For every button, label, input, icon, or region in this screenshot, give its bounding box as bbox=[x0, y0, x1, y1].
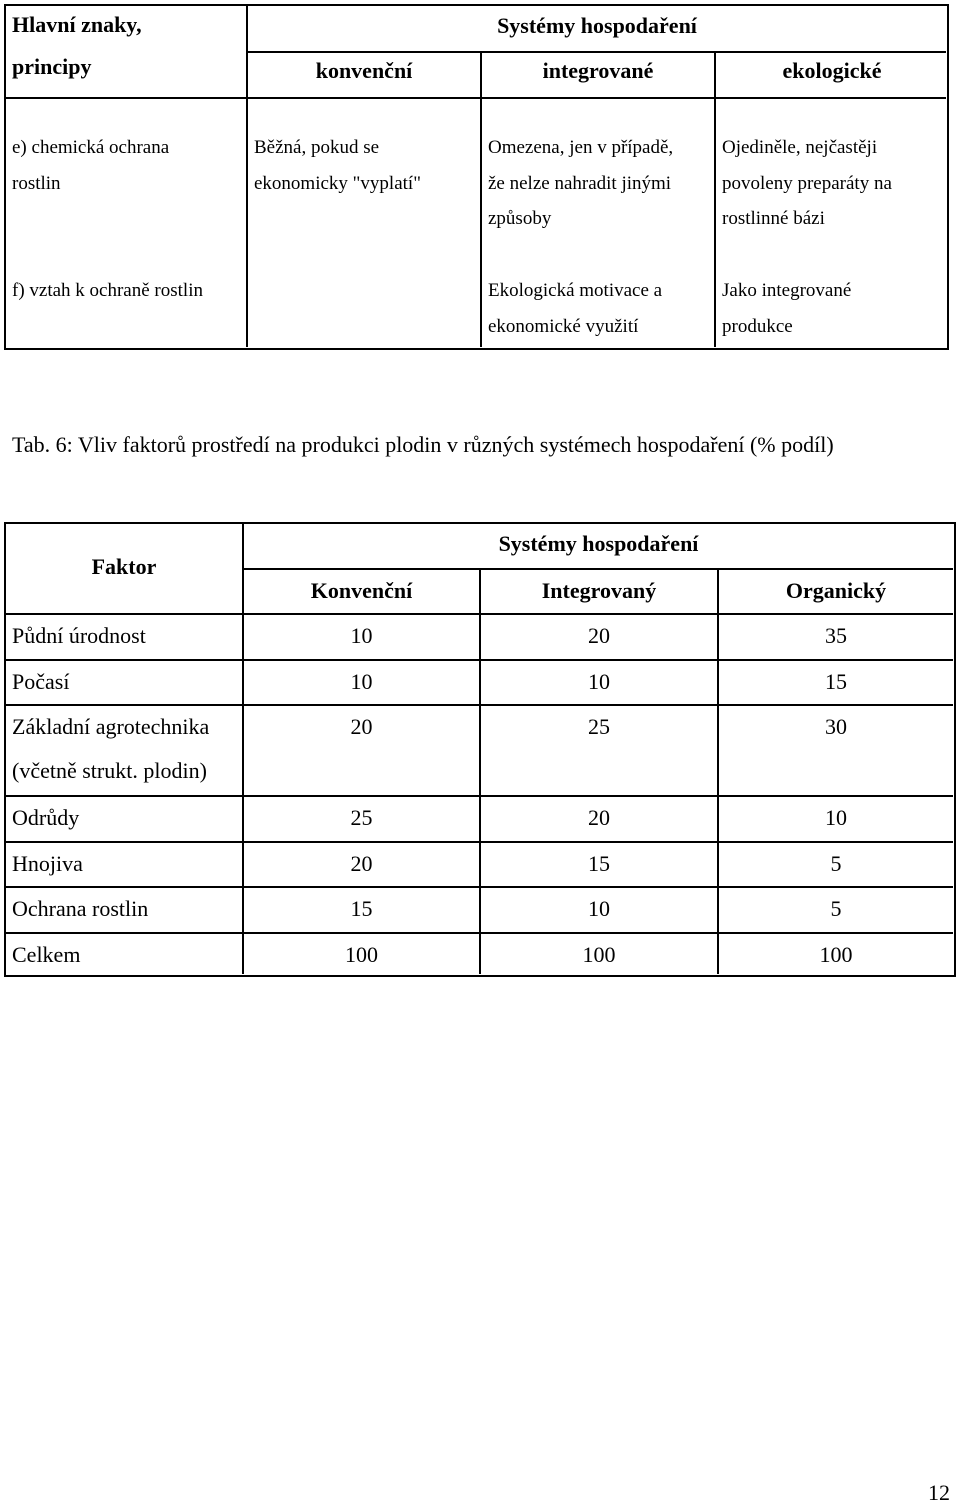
table1-row-label: f) vztah k ochraně rostlin bbox=[12, 280, 203, 301]
table2-cell: 25 bbox=[350, 805, 373, 830]
table2-cell: 5 bbox=[830, 896, 842, 921]
table2-cell: 15 bbox=[825, 669, 847, 694]
table1-cell-ecological: Ojediněle, nejčastěji povoleny preparáty na rostlinné bázi bbox=[722, 137, 892, 229]
table2-cell: 10 bbox=[350, 669, 373, 694]
table1-group-header: Systémy hospodaření bbox=[497, 13, 697, 38]
table2-row-label: Hnojiva bbox=[12, 851, 83, 876]
table1-row-label: e) chemická ochrana rostlin bbox=[12, 137, 170, 194]
table1-col-ecological: ekologické bbox=[782, 58, 882, 83]
page-number: 12 bbox=[928, 1480, 950, 1505]
table1-cell-conventional: Běžná, pokud se ekonomicky "vyplatí" bbox=[254, 137, 421, 194]
table2-row-label: Počasí bbox=[12, 669, 70, 694]
table2-cell: 100 bbox=[345, 942, 378, 967]
table1-col-header-line2: principy bbox=[12, 54, 92, 79]
table2-row-label: Ochrana rostlin bbox=[12, 896, 149, 921]
table-crop-protection bbox=[4, 4, 949, 350]
table2-cell: 15 bbox=[350, 896, 373, 921]
table1-col-integrated: integrované bbox=[542, 58, 654, 83]
table1-col-conventional: konvenční bbox=[315, 58, 413, 83]
table2-cell: 100 bbox=[819, 942, 853, 967]
table1-cell-integrated: Ekologická motivace a ekonomické využití bbox=[488, 280, 663, 337]
table2-row-label: Základní agrotechnika (včetně strukt. plodin) bbox=[12, 714, 210, 783]
table2-cell: 20 bbox=[588, 805, 610, 830]
table-caption: Tab. 6: Vliv faktorů prostředí na produkci plodin v různých systémech hospodaření (% podíl) bbox=[12, 432, 834, 457]
table2-cell: 10 bbox=[825, 805, 847, 830]
table2-cell: 100 bbox=[582, 942, 616, 967]
table-gridline bbox=[6, 97, 946, 99]
table1-cell-integrated: Omezena, jen v případě, že nelze nahradit jinými způsoby bbox=[488, 137, 674, 229]
table2-col-organic: Organický bbox=[785, 578, 887, 603]
table2-row-label: Odrůdy bbox=[12, 805, 80, 830]
table2-cell: 10 bbox=[588, 669, 610, 694]
table-factors bbox=[4, 522, 956, 977]
table2-cell: 20 bbox=[588, 623, 610, 648]
table2-col-integrated: Integrovaný bbox=[541, 578, 657, 603]
table2-col-header: Faktor bbox=[91, 554, 157, 579]
table2-cell: 35 bbox=[825, 623, 847, 648]
table2-cell: 25 bbox=[588, 714, 610, 739]
table2-row-label: Půdní úrodnost bbox=[12, 623, 146, 648]
table2-row-label: Celkem bbox=[12, 942, 81, 967]
table2-group-header: Systémy hospodaření bbox=[498, 531, 699, 556]
table2-cell: 15 bbox=[588, 851, 610, 876]
table1-cell-ecological: Jako integrované produkce bbox=[722, 280, 852, 337]
table2-cell: 30 bbox=[825, 714, 847, 739]
table2-cell: 5 bbox=[830, 851, 842, 876]
table2-cell: 20 bbox=[350, 714, 373, 739]
table2-cell: 10 bbox=[588, 896, 610, 921]
table1-col-header-line1: Hlavní znaky, bbox=[12, 12, 142, 37]
table2-col-conventional: Konvenční bbox=[310, 578, 413, 603]
table2-cell: 10 bbox=[350, 623, 373, 648]
table2-cell: 20 bbox=[350, 851, 373, 876]
